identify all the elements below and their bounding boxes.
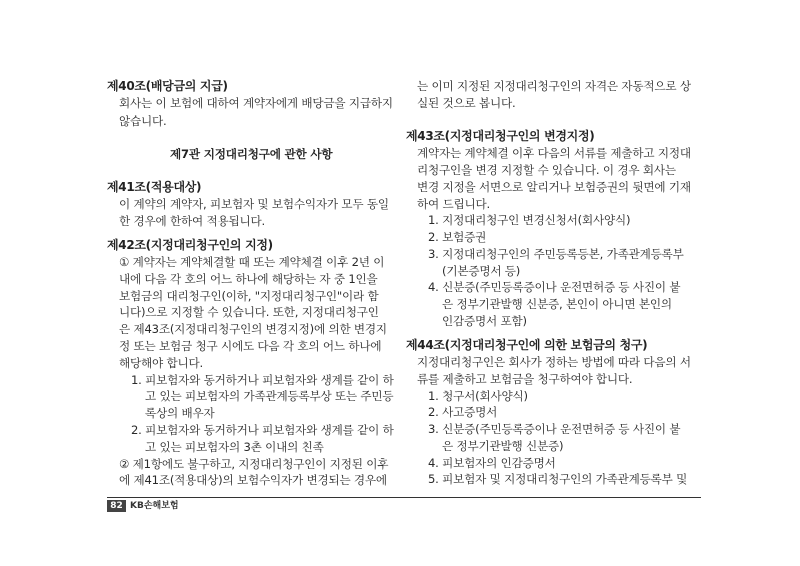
article-41-text: 한 경우에 한하여 적용됩니다. xyxy=(119,214,265,228)
list-item: 2. 사고증명서 xyxy=(428,405,498,419)
article-43-text: 하여 드립니다. xyxy=(417,197,490,211)
article-42-text: 내에 다음 각 호의 어느 하나에 해당하는 자 중 1인을 xyxy=(119,272,378,286)
article-40-heading: 제40조(배당금의 지급) xyxy=(107,79,228,93)
list-item: 4. 신분증(주민등록증이나 운전면허증 등 사진이 붙 xyxy=(428,280,681,294)
list-item: (기본증명서 등) xyxy=(442,264,521,278)
article-40-text: 않습니다. xyxy=(119,114,167,128)
list-item: 2. 피보험자와 동거하거나 피보험자와 생계를 같이 하 xyxy=(131,423,394,437)
article-43-text: 변경 지정을 서면으로 알리거나 보험증권의 뒷면에 기재 xyxy=(417,180,691,194)
article-43-text: 계약자는 계약체결 이후 다음의 서류를 제출하고 지정대 xyxy=(417,146,691,160)
list-item: 3. 지정대리청구인의 주민등록등본, 가족관계등록부 xyxy=(428,247,684,261)
article-40-text: 회사는 이 보험에 대하여 계약자에게 배당금을 지급하지 xyxy=(119,96,393,110)
list-item: 1. 피보험자와 동거하거나 피보험자와 생계를 같이 하 xyxy=(131,373,394,387)
list-item: 은 정부기관발행 신분증) xyxy=(442,439,564,453)
article-44-text: 지정대리청구인은 회사가 정하는 방법에 따라 다음의 서 xyxy=(417,355,691,369)
article-41-heading: 제41조(적용대상) xyxy=(107,180,202,194)
list-item: 1. 청구서(회사양식) xyxy=(428,389,528,403)
article-42-text: 실된 것으로 봅니다. xyxy=(417,96,516,110)
footer-divider xyxy=(107,497,701,498)
list-item: 고 있는 피보험자의 가족관계등록부상 또는 주민등 xyxy=(145,389,394,403)
page-number: 82 xyxy=(107,500,126,512)
article-42-text: ① 계약자는 계약체결할 때 또는 계약체결 이후 2년 이 xyxy=(119,255,385,269)
article-42-text: 보험금의 대리청구인(이하, "지정대리청구인"이라 함 xyxy=(119,289,379,303)
article-42-text: 은 제43조(지정대리청구인의 변경지정)에 의한 변경지 xyxy=(119,322,387,336)
article-42-text: 에 제41조(적용대상)의 보험수익자가 변경되는 경우에 xyxy=(119,473,387,487)
article-42-text: 해당해야 합니다. xyxy=(119,356,203,370)
list-item: 고 있는 피보험자의 3촌 이내의 친족 xyxy=(145,440,324,454)
list-item: 은 정부기관발행 신분증, 본인이 아니면 본인의 xyxy=(442,297,672,311)
article-43-heading: 제43조(지정대리청구인의 변경지정) xyxy=(406,129,595,143)
list-item: 4. 피보험자의 인감증명서 xyxy=(428,456,556,470)
article-42-text: ② 제1항에도 불구하고, 지정대리청구인이 지정된 이후 xyxy=(119,457,389,471)
list-item: 인감증명서 포함) xyxy=(442,314,527,328)
article-42-text: 정 또는 보험금 청구 시에도 다음 각 호의 어느 하나에 xyxy=(119,339,382,353)
article-43-text: 리청구인을 변경 지정할 수 있습니다. 이 경우 회사는 xyxy=(417,163,676,177)
article-44-text: 류를 제출하고 보험금을 청구하여야 합니다. xyxy=(417,372,633,386)
article-41-text: 이 계약의 계약자, 피보험자 및 보험수익자가 모두 동일 xyxy=(119,197,389,211)
list-item: 3. 신분증(주민등록증이나 운전면허증 등 사진이 붙 xyxy=(428,422,681,436)
chapter-7-heading: 제7관 지정대리청구에 관한 사항 xyxy=(170,147,333,161)
list-item: 1. 지정대리청구인 변경신청서(회사양식) xyxy=(428,213,631,227)
article-42-text: 는 이미 지정된 지정대리청구인의 자격은 자동적으로 상 xyxy=(417,79,691,93)
article-42-heading: 제42조(지정대리청구인의 지정) xyxy=(107,238,273,252)
company-name: KB손해보험 xyxy=(130,501,179,511)
list-item: 5. 피보험자 및 지정대리청구인의 가족관계등록부 및 xyxy=(428,472,688,486)
list-item: 록상의 배우자 xyxy=(145,406,215,420)
list-item: 2. 보험증권 xyxy=(428,230,487,244)
article-42-text: 니다)으로 지정할 수 있습니다. 또한, 지정대리청구인 xyxy=(119,305,379,319)
article-44-heading: 제44조(지정대리청구인에 의한 보험금의 청구) xyxy=(406,338,648,352)
